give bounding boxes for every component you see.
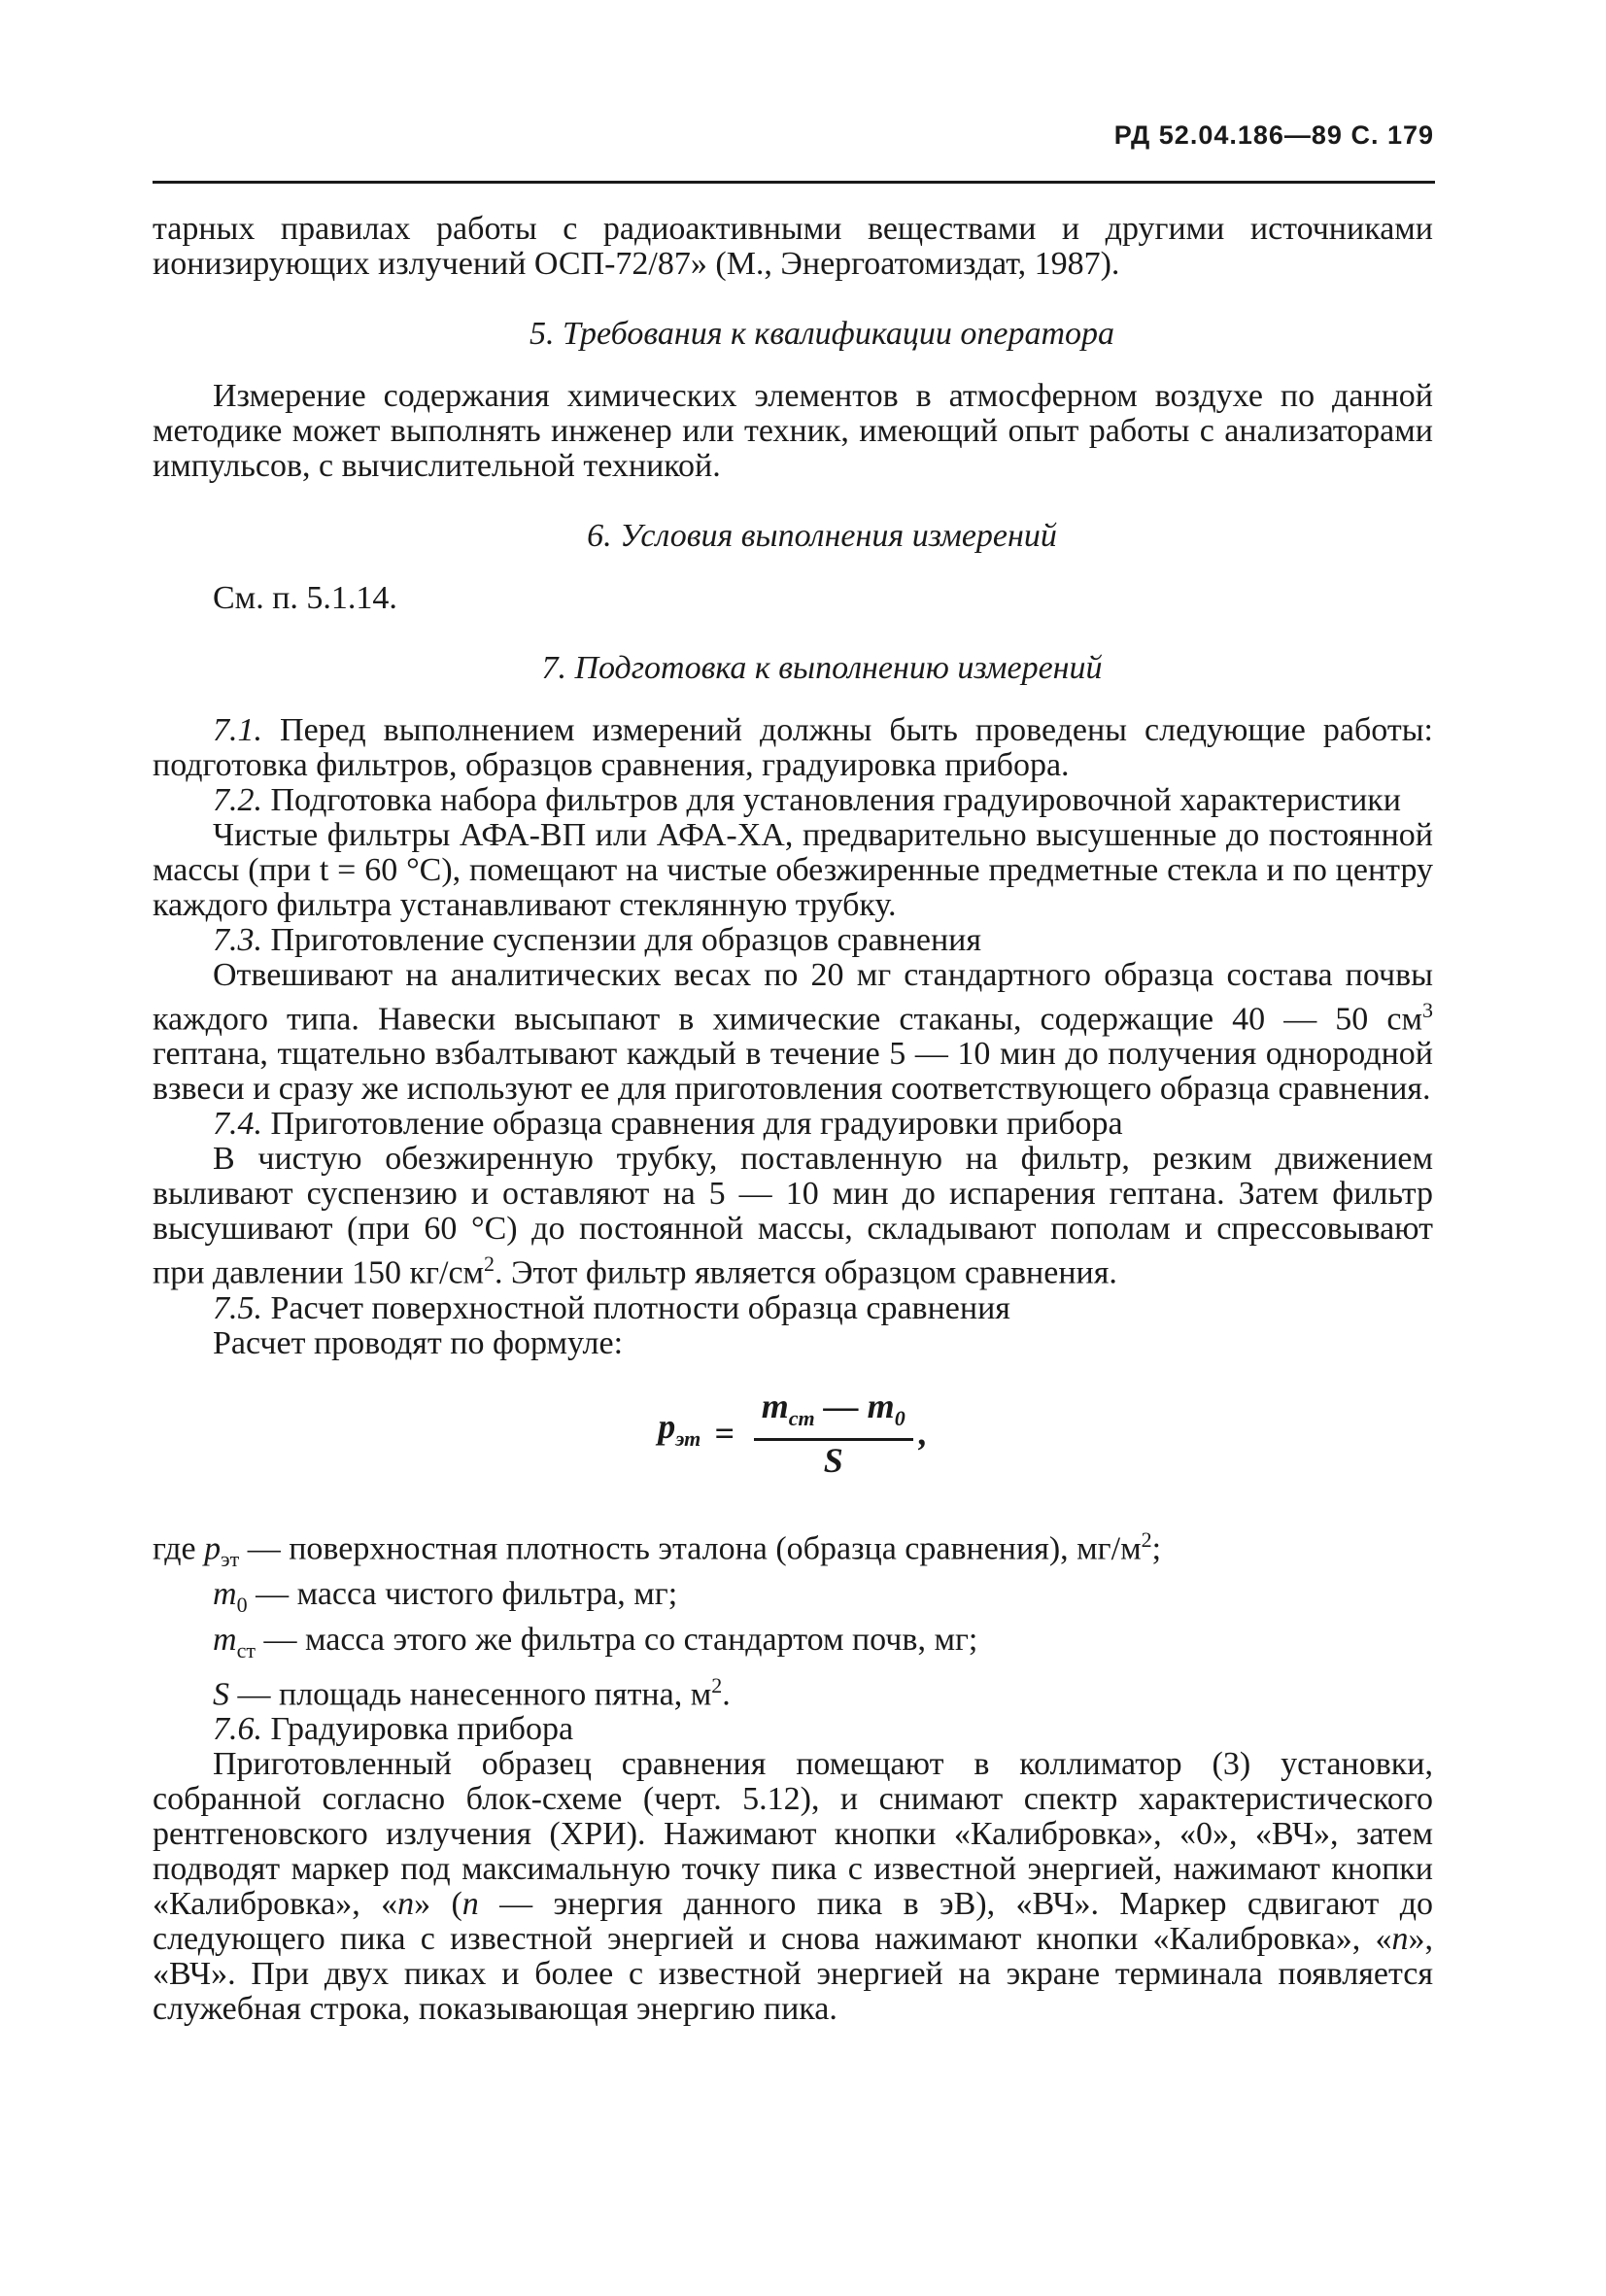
paragraph-7-1 [153,713,1433,783]
clause-heading: Подготовка набора фильтров для установления градуировочной характеристики [270,782,1402,818]
superscript: 3 [1422,998,1433,1022]
superscript: 2 [484,1251,495,1277]
paragraph-7-6-text: Приготовленный образец сравнения помещают в коллиматор (3) установки, собранной согласно блок-схеме (черт. 5.12), и снимают спектр характеристического рентгеновского излучения (ХРИ). Нажимают кнопки «Калибровка», «0», «ВЧ», затем подводят маркер под максимальную точку пика с известной энергией, нажимают кнопки «Калибровка», «n» (n — энергия данного пика в эВ), «ВЧ». Маркер сдвигают до следующего пика с известной энергией и снова нажимают кнопки «Калибровка», «n», «ВЧ». При двух пиках и более с известной энергией на экране терминала появляется служебная строка, показывающая энергию пика. [153,1745,1433,2027]
text-run: гептана, тщательно взбалтывают каждый в течение 5 — 10 мин до получения однородной взвеси и сразу же используют ее для приготовления соответствующего образца сравнения. [153,1036,1433,1108]
document-body [153,212,1433,2027]
formula-lhs: $p_{эт}$ [658,1407,701,1452]
paragraph-7-3-text [153,958,1433,1107]
clause-number: 7.3. [213,922,262,958]
text-run: . Этот фильтр является образцом сравнения. [495,1254,1117,1291]
formula-numerator: $m_{ст}$ — $m_0$ [754,1388,913,1441]
clause-text: Перед выполнением измерений должны быть проведены следующие работы: подготовка фильтров, образцов сравнения, градуировка прибора. [153,712,1434,783]
clause-number: 7.4. [213,1106,262,1143]
paragraph-7-4 [153,1107,1433,1142]
clause-heading: Расчет поверхностной плотности образца сравнения [270,1289,1010,1326]
legend-line-2: $m_0$ — масса чистого фильтра, мг; [213,1575,678,1617]
legend-line-3: $m_{ст}$ — масса этого же фильтра со стандартом почв, мг; [213,1621,978,1662]
legend-line-1: где $p_{эт}$ — поверхностная плотность эталона (образца сравнения), $мг/м^2$; [153,1526,1162,1571]
paragraph-7-2 [153,783,1433,818]
intro-paragraph: тарных правилах работы с радиоактивными веществами и другими источниками ионизирующих излучений ОСП-72/87» (М., Энергоатомиздат, 1987). [153,211,1433,282]
formula-denominator: S [823,1440,843,1480]
text-run: В чистую обезжиренную трубку, поставленную на фильтр, резким движением выливают суспензию и оставляют на 5 — 10 мин до испарения гептана. Затем фильтр высушивают (при 60 °С) до постоянной массы, складывают пополам и спрессовывают при давлении 150 кг/см [153,1141,1433,1291]
section-6-title: 6. Условия выполнения измерений [587,518,1057,554]
section-5-text: Измерение содержания химических элементов в атмосферном воздухе по данной методике может выполнять инженер или техник, имеющий опыт работы с анализаторами импульсов, с вычислительной техникой. [153,378,1433,484]
section-6-text: См. п. 5.1.14. [213,580,397,616]
paragraph-7-5 [153,1291,1433,1326]
paragraph-7-6 [153,1712,1433,1747]
text-run: Отвешивают на аналитических весах по 20 мг стандартного образца состава почвы каждого типа. Навески высыпают в химические стаканы, содержащие 40 — 50 см [153,957,1433,1038]
section-5-title: 5. Требования к квалификации оператора [529,316,1115,352]
formula-comma: , [918,1413,928,1453]
paragraph-7-2-text: Чистые фильтры АФА-ВП или АФА-ХА, предварительно высушенные до постоянной массы (при t = 60 °С), помещают на чистые обезжиренные предметные стекла и по центру каждого фильтра устанавливают стеклянную трубку. [153,817,1433,923]
paragraph-7-3 [153,923,1433,958]
clause-heading: Приготовление суспензии для образцов сравнения [270,922,982,958]
clause-heading: Приготовление образца сравнения для градуировки прибора [270,1106,1123,1143]
formula-fraction [754,1388,913,1478]
clause-number: 7.5. [213,1289,262,1326]
clause-number: 7.6. [213,1710,262,1747]
clause-heading: Градуировка прибора [270,1710,574,1747]
formula-equals: = [714,1413,735,1453]
clause-number: 7.2. [213,782,262,818]
section-7-title: 7. Подготовка к выполнению измерений [541,650,1103,686]
legend-line-4: S — площадь нанесенного пятна, $м^2$. [213,1672,731,1712]
paragraph-7-5-text: Расчет проводят по формуле: [213,1324,624,1361]
clause-number: 7.1. [213,712,262,748]
page-header: РД 52.04.186—89 С. 179 [1113,120,1434,150]
density-formula [153,1388,1433,1478]
header-rule [153,181,1435,184]
paragraph-7-4-text [153,1142,1433,1290]
